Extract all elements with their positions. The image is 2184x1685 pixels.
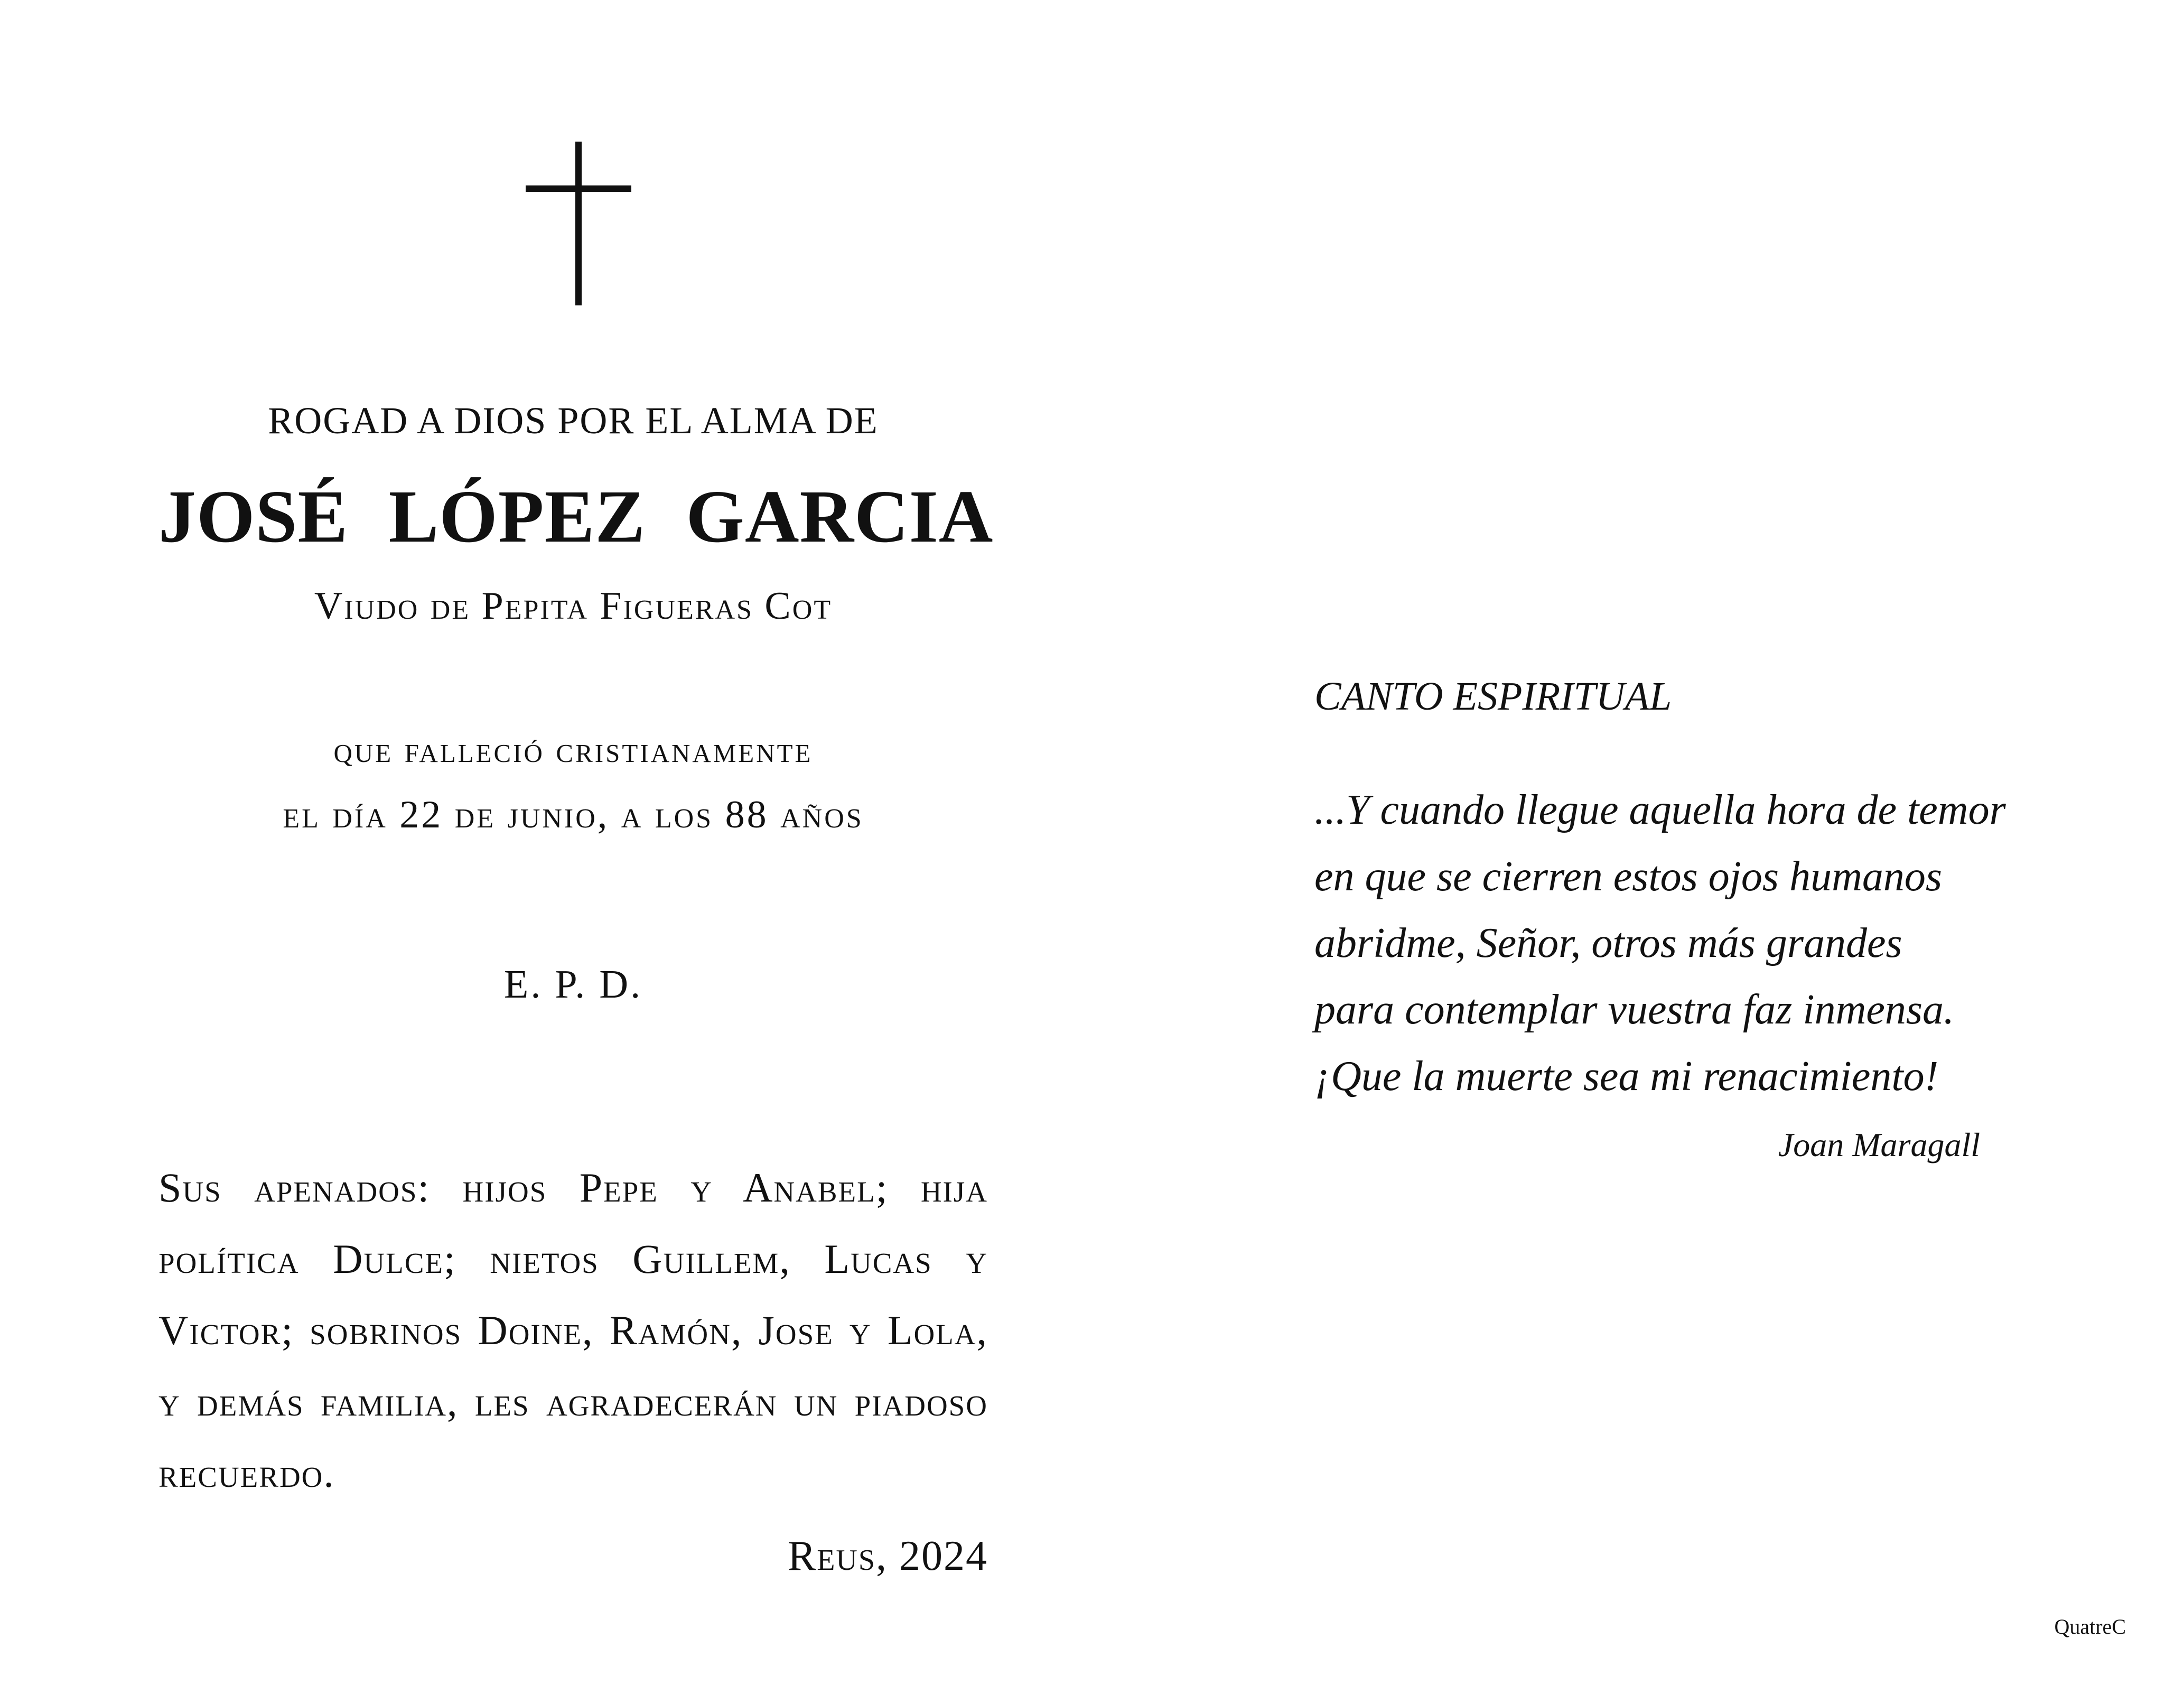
- cross-icon: [526, 142, 631, 305]
- verse-line: en que se cierren estos ojos humanos: [1314, 853, 1942, 900]
- death-notice-line: que falleció cristianamente: [333, 730, 813, 770]
- cross-horizontal-bar: [526, 185, 631, 192]
- prayer-heading: ROGAD A DIOS POR EL ALMA DE: [268, 399, 879, 442]
- poem-title: CANTO ESPIRITUAL: [1314, 674, 1672, 719]
- cross-vertical-bar: [575, 142, 582, 305]
- verse-line: ¡Que la muerte sea mi renacimiento!: [1314, 1053, 1939, 1100]
- place-and-year: Reus, 2024: [787, 1533, 988, 1579]
- rip-abbreviation: E. P. D.: [503, 962, 643, 1007]
- widower-line: Viudo de Pepita Figueras Cot: [314, 584, 833, 628]
- death-date-line: el día 22 de junio, a los 88 años: [283, 793, 864, 836]
- poem-verse: [1314, 777, 2006, 1110]
- verse-line: ...Y cuando llegue aquella hora de temor: [1314, 787, 2006, 833]
- verse-line: abridme, Señor, otros más grandes: [1314, 920, 1902, 966]
- verse-line: para contemplar vuestra faz inmensa.: [1314, 986, 1955, 1033]
- poem-author: Joan Maragall: [1778, 1126, 1980, 1163]
- printer-mark: QuatreC: [2054, 1615, 2126, 1639]
- deceased-name: JOSÉ LÓPEZ GARCIA: [158, 474, 994, 558]
- right-panel: [1314, 0, 2006, 1685]
- mourners-paragraph: Sus apenados: hijos Pepe y Anabel; hija política Dulce; nietos Guillem, Lucas y Victor; sobrinos Doine, Ramón, Jose y Lola, y demás familia, les agradecerán un piadoso recuerdo.: [158, 1165, 988, 1496]
- left-panel: [158, 0, 994, 1685]
